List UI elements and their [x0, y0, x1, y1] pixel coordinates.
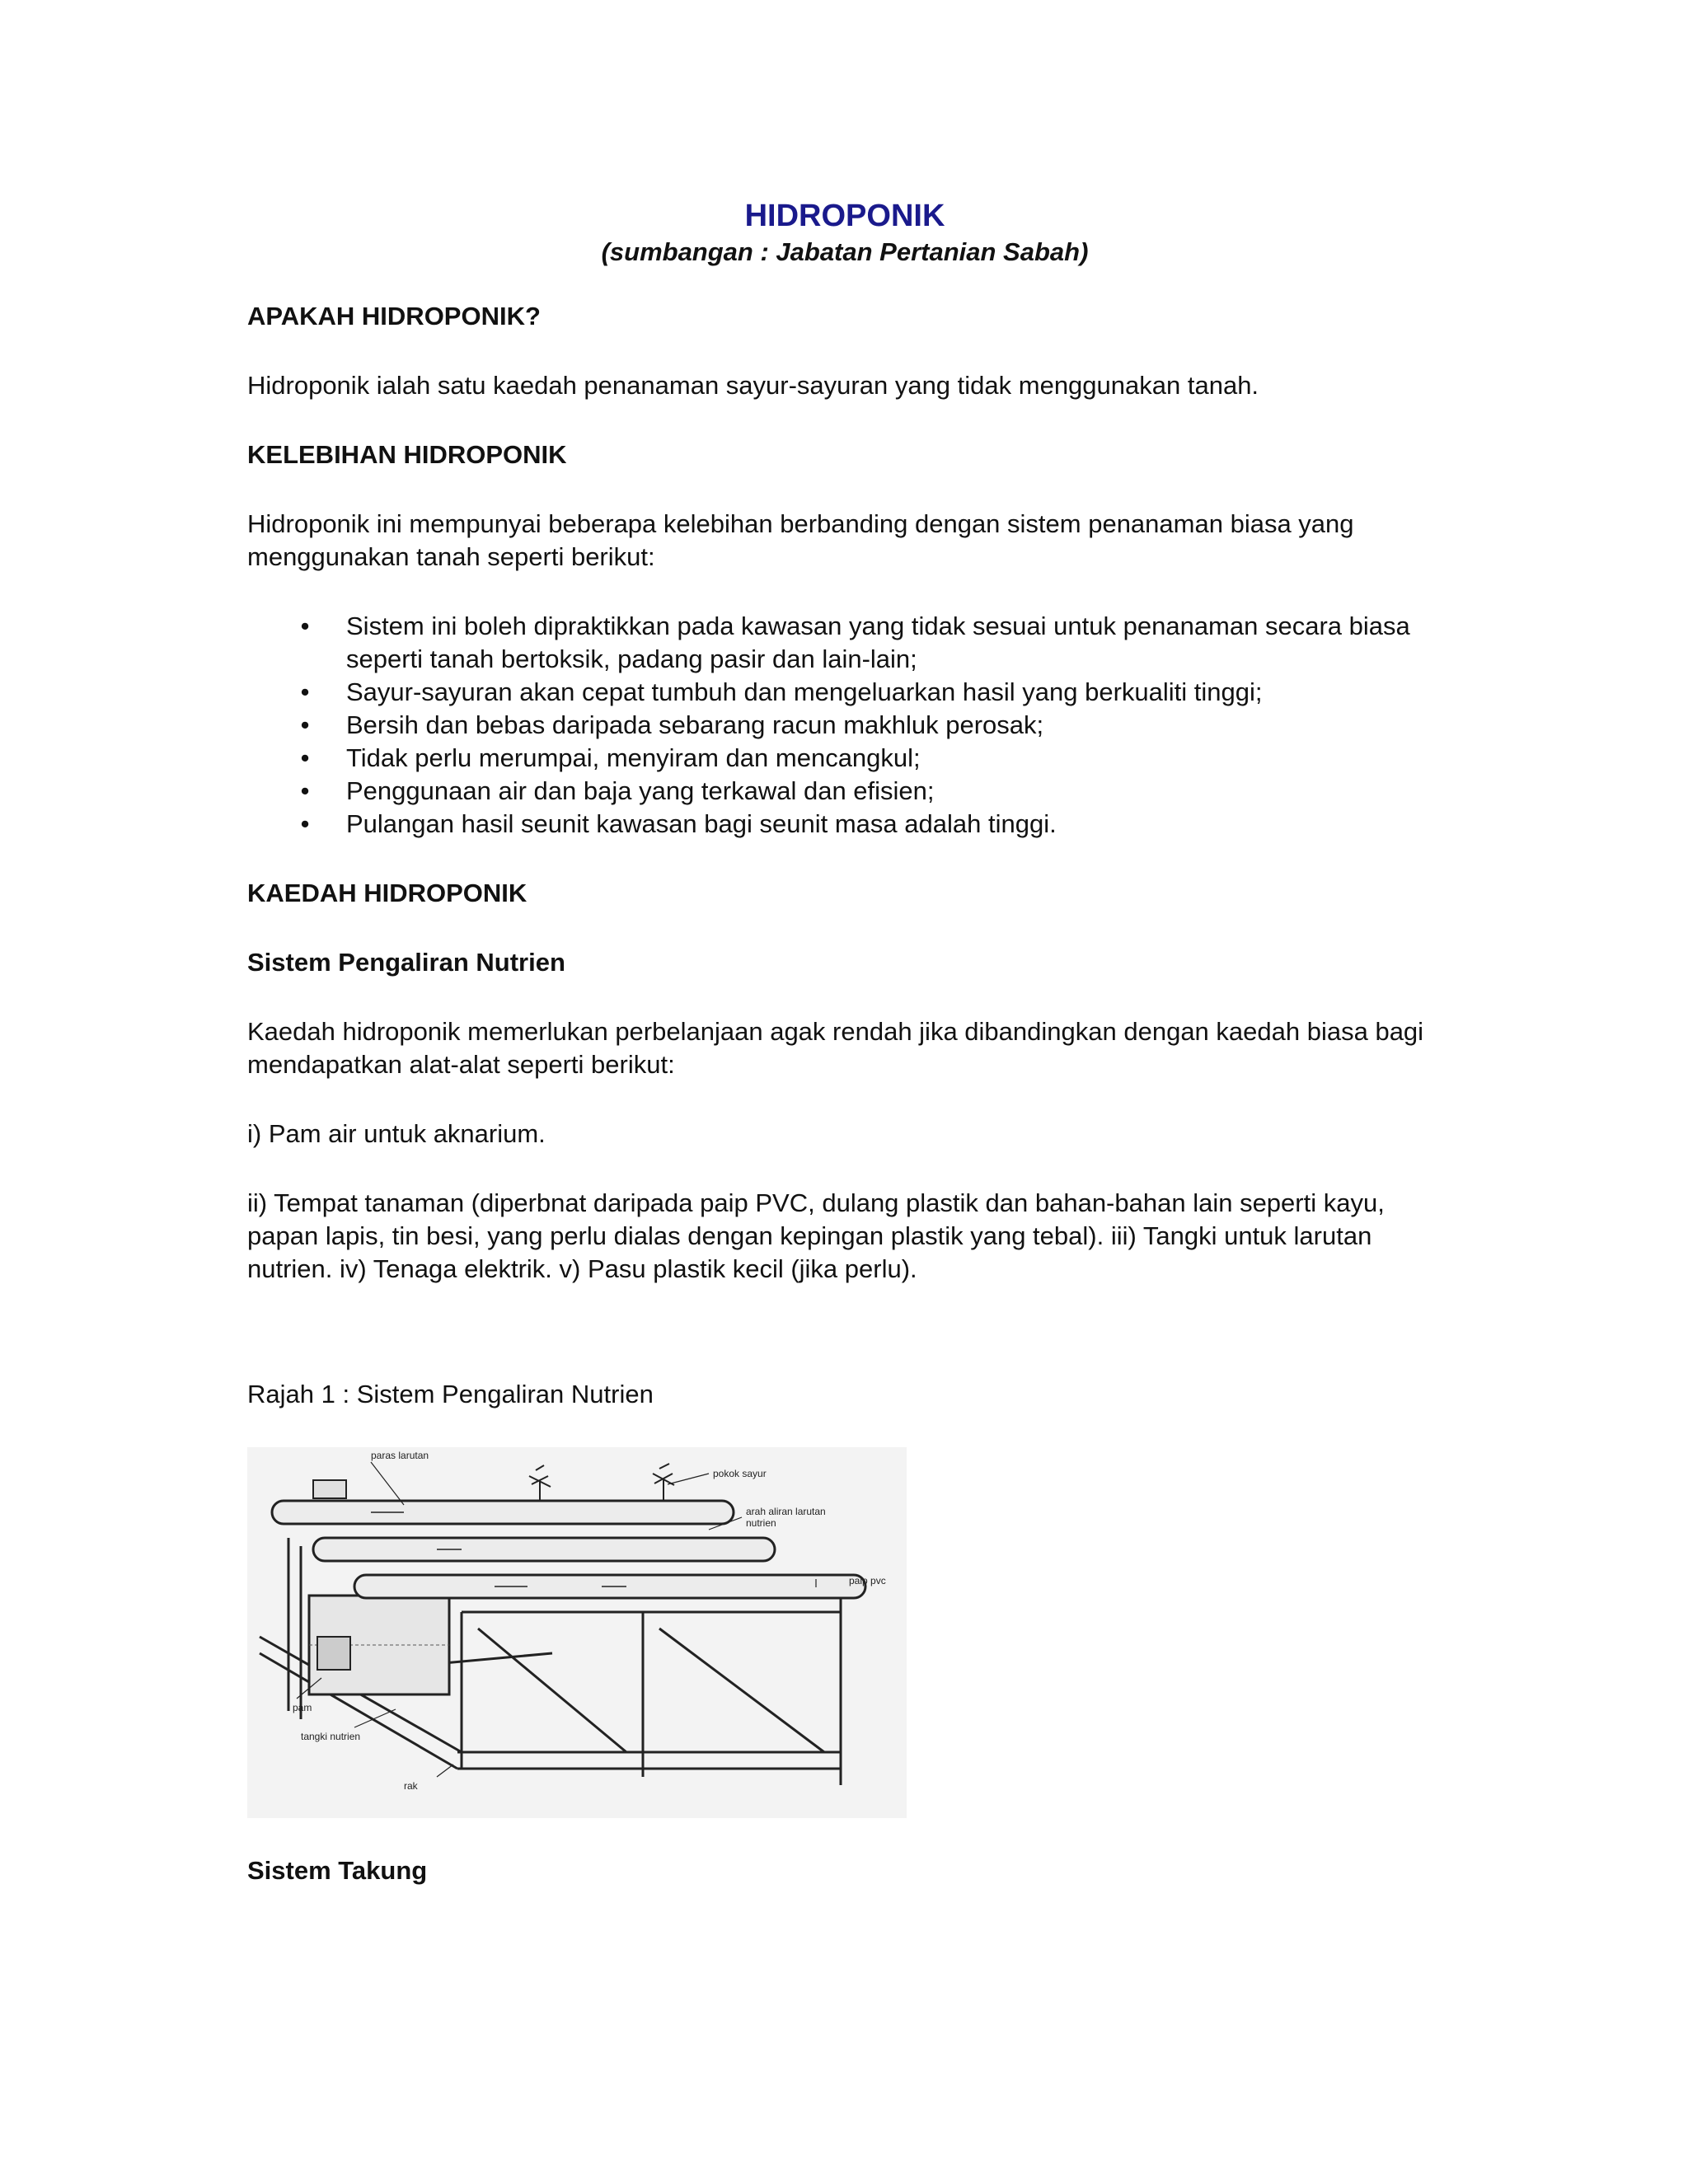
para-kelebihan-intro: Hidroponik ini mempunyai beberapa kelebihan berbanding dengan sistem penanaman biasa yang menggunakan tanah seperti berikut:	[247, 509, 1354, 571]
bullet-icon: •	[300, 809, 310, 838]
heading-kaedah: KAEDAH HIDROPONIK	[247, 879, 528, 907]
list-item-text: Sayur-sayuran akan cepat tumbuh dan mengeluarkan hasil yang berkualiti tinggi;	[346, 677, 1263, 706]
bullet-icon: •	[300, 743, 310, 772]
list-item	[247, 610, 1442, 676]
list-item	[247, 742, 1442, 775]
list-item-text: Pulangan hasil seunit kawasan bagi seunit masa adalah tinggi.	[346, 809, 1057, 838]
list-item-text: Tidak perlu merumpai, menyiram dan mencangkul;	[346, 743, 921, 772]
figure-label-arah: arah aliran larutan	[746, 1506, 826, 1517]
page-subtitle: (sumbangan : Jabatan Pertanian Sabah)	[601, 237, 1089, 266]
list-item	[247, 808, 1442, 841]
list-item	[247, 775, 1442, 808]
figure-label-tangki: tangki nutrien	[301, 1731, 361, 1742]
bullet-icon: •	[300, 612, 310, 640]
heading-takung: Sistem Takung	[247, 1856, 428, 1885]
bullet-icon: •	[300, 776, 310, 805]
figure-diagram	[247, 1447, 907, 1818]
list-item-text: Bersih dan bebas daripada sebarang racun makhluk perosak;	[346, 710, 1044, 739]
figure-label-pam: pam	[293, 1702, 312, 1713]
bullet-icon: •	[300, 677, 310, 706]
list-item	[247, 709, 1442, 742]
figure-caption: Rajah 1 : Sistem Pengaliran Nutrien	[247, 1380, 654, 1408]
para-apakah: Hidroponik ialah satu kaedah penanaman sayur-sayuran yang tidak menggunakan tanah.	[247, 371, 1259, 400]
figure-label-paip: paip pvc	[849, 1575, 886, 1586]
figure-label-nutrien: nutrien	[746, 1517, 776, 1529]
para-item-2: ii) Tempat tanaman (diperbnat daripada paip PVC, dulang plastik dan bahan-bahan lain seperti kayu, papan lapis, tin besi, yang perlu dialas dengan kepingan plastik yang tebal). iii) Tangki untuk larutan nutrien. iv) Tenaga elektrik. v) Pasu plastik kecil (jika perlu).	[247, 1188, 1385, 1283]
figure-label-rak: rak	[404, 1780, 418, 1792]
hydroponic-system-illustration	[247, 1447, 907, 1818]
heading-apakah: APAKAH HIDROPONIK?	[247, 302, 541, 330]
page-title: HIDROPONIK	[744, 199, 945, 233]
document-content	[247, 196, 1442, 1924]
heading-kelebihan: KELEBIHAN HIDROPONIK	[247, 440, 567, 469]
figure-label-pokok: pokok sayur	[713, 1468, 767, 1479]
kelebihan-list	[247, 610, 1442, 841]
bullet-icon: •	[300, 710, 310, 739]
list-item	[247, 676, 1442, 709]
subheading-pengaliran: Sistem Pengaliran Nutrien	[247, 948, 565, 977]
para-item-1: i) Pam air untuk aknarium.	[247, 1119, 546, 1148]
figure-label-paras: paras larutan	[371, 1450, 429, 1461]
list-item-text: Penggunaan air dan baja yang terkawal dan efisien;	[346, 776, 935, 805]
list-item-text: Sistem ini boleh dipraktikkan pada kawasan yang tidak sesuai untuk penanaman secara biasa seperti tanah bertoksik, padang pasir dan lain-lain;	[346, 612, 1410, 673]
para-kaedah-intro: Kaedah hidroponik memerlukan perbelanjaan agak rendah jika dibandingkan dengan kaedah biasa bagi mendapatkan alat-alat seperti berikut:	[247, 1017, 1424, 1079]
